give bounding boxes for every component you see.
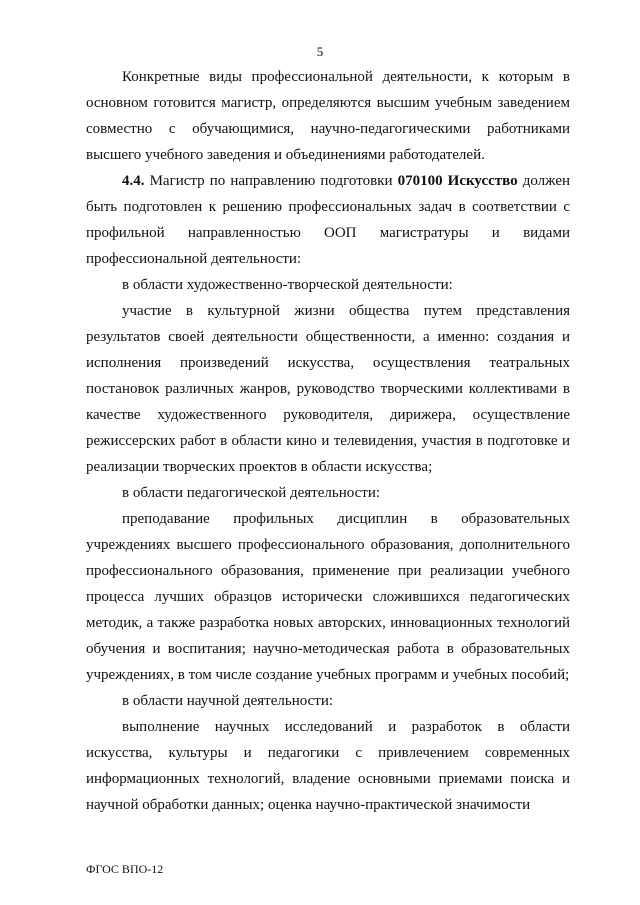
- document-footer: ФГОС ВПО-12: [86, 862, 164, 876]
- heading-pedagogical-activity: в области педагогической деятельности:: [122, 485, 381, 501]
- paragraph-pedagogical-activity: преподавание профильных дисциплин в образовательных учреждениях высшего профессионального образования, дополнительного профессионального образования, применение при реализации учебного процесса лучших образцов исторически сложившихся педагогических методик, а также разработка новых авторских, инновационных технологий обучения и воспитания; научно-методическая работа в образовательных учреждениях, в том числе создание учебных программ и учебных пособий;: [86, 511, 570, 683]
- document-body: [86, 64, 570, 818]
- page-number: 5: [316, 44, 324, 59]
- paragraph-artistic-activity: участие в культурной жизни общества путем представления результатов своей деятельности общественности, а именно: создания и исполнения произведений искусства, осуществления театральных постановок различных жанров, руководство творческими коллективами в качестве художественного руководителя, дирижера, осуществление режиссерских работ в области кино и телевидения, участия в подготовке и реализации творческих проектов в области искусства;: [86, 303, 570, 475]
- heading-artistic-activity: в области художественно-творческой деятельности:: [122, 277, 453, 293]
- paragraph-scientific-activity: выполнение научных исследований и разработок в области искусства, культуры и педагогики с привлечением современных информационных технологий, владение основными приемами поиска и научной обработки данных; оценка научно-практической значимости: [86, 719, 570, 813]
- direction-name: Искусство: [447, 173, 518, 189]
- paragraph-text: должен быть подготовлен к решению профессиональных задач в соответствии с профильной направленностью ООП магистратуры и видами профессиональной деятельности:: [86, 173, 570, 267]
- paragraph-professional-activities: Конкретные виды профессиональной деятельности, к которым в основном готовится магистр, определяются высшим учебным заведением совместно с обучающимися, научно-педагогическими работниками высшего учебного заведения и объединениями работодателей.: [86, 69, 570, 163]
- direction-code: 070100: [397, 173, 443, 189]
- section-number: 4.4.: [122, 173, 145, 189]
- paragraph-4-4: [86, 168, 570, 272]
- paragraph-text: Магистр по направлению подготовки: [144, 173, 398, 189]
- heading-scientific-activity: в области научной деятельности:: [122, 693, 334, 709]
